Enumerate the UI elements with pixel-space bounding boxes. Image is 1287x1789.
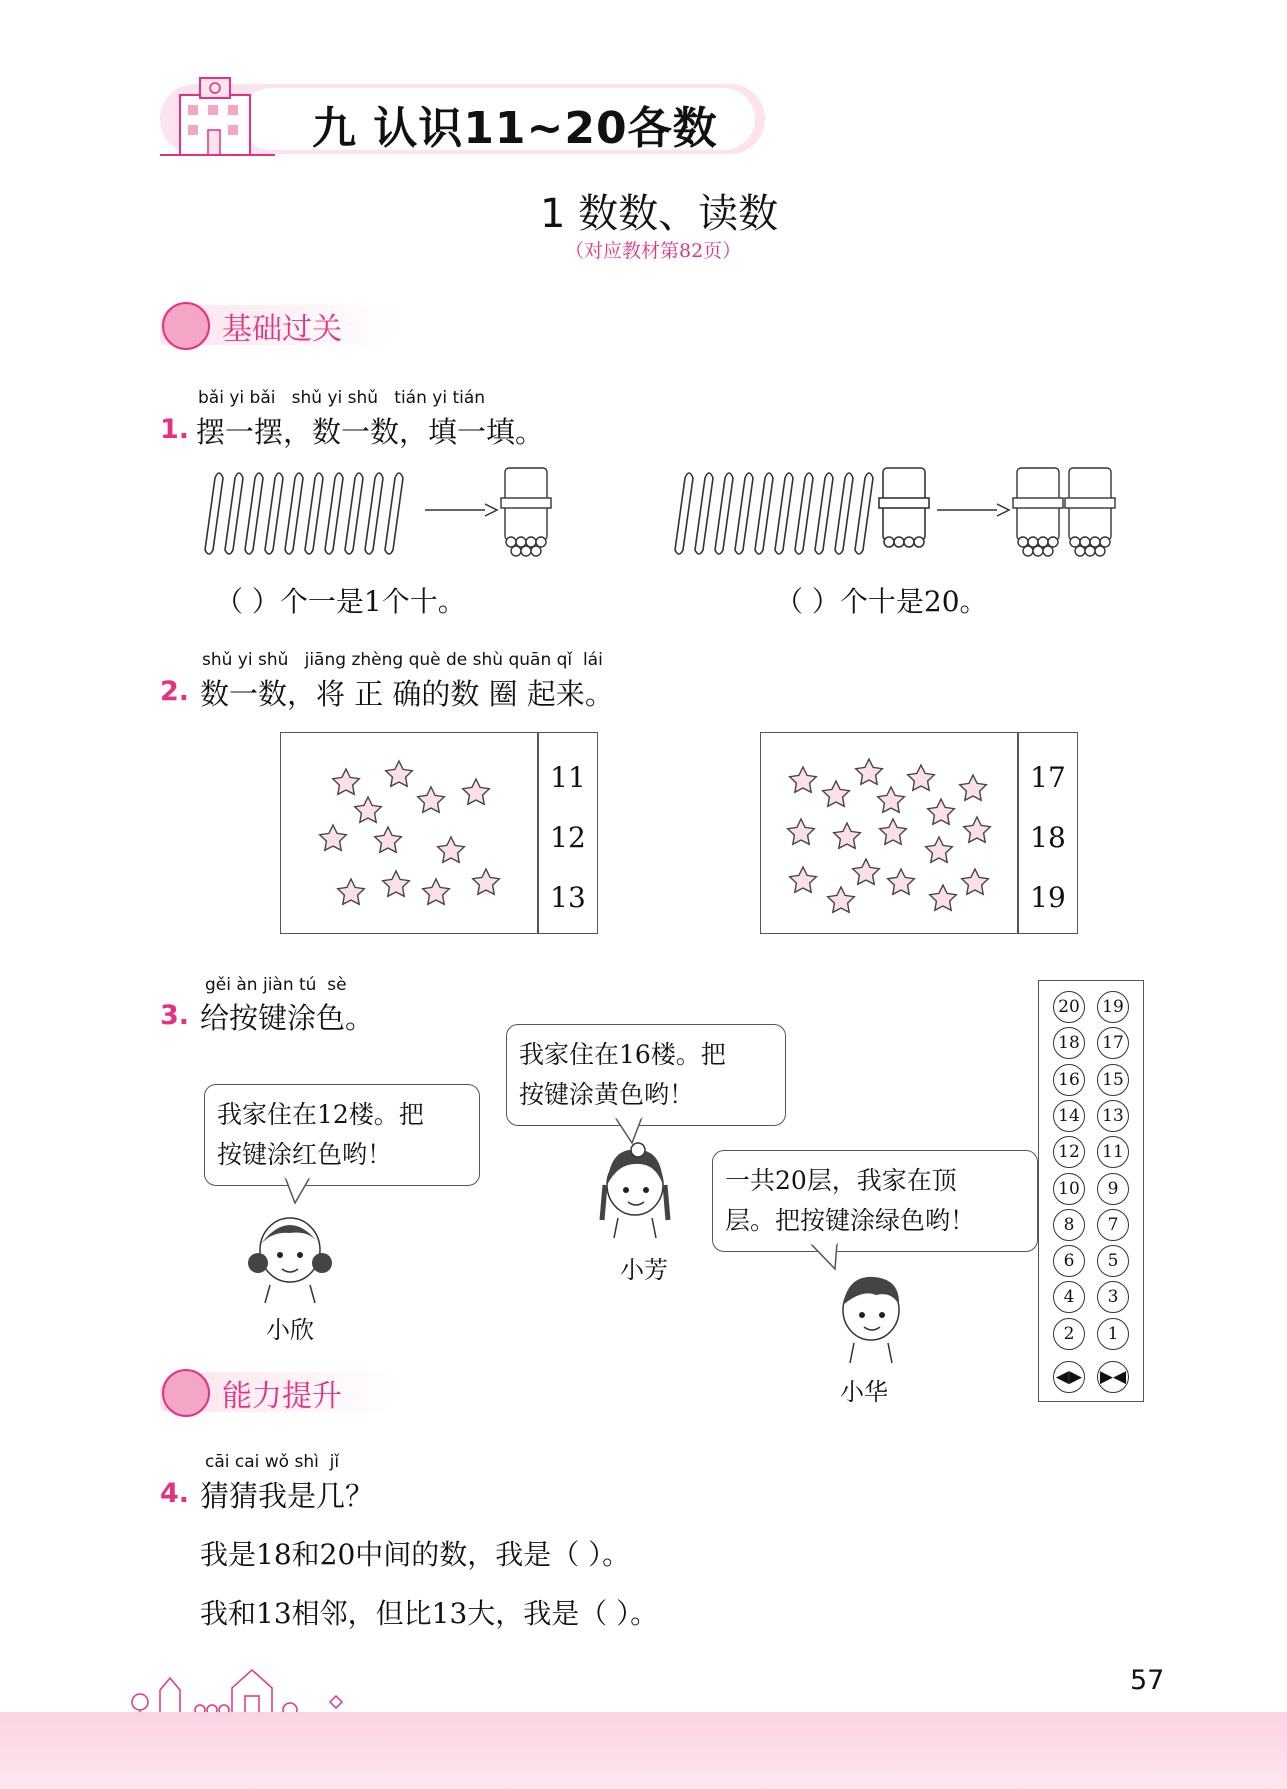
q2-right-star-box (760, 732, 1078, 934)
speech-bubble-xiaohua (712, 1150, 1038, 1252)
q2-left-option-2[interactable]: 12 (550, 821, 586, 854)
floor-button[interactable]: 19 (1097, 991, 1129, 1023)
q4-line1-fill-blank[interactable]: 我是18和20中间的数，我是（ ）。 (200, 1538, 631, 1571)
floor-button[interactable]: 11 (1097, 1136, 1129, 1168)
floor-button[interactable]: 4 (1053, 1281, 1085, 1313)
q2-right-stars (761, 733, 1017, 933)
name-xiaohua: 小华 (840, 1378, 888, 1406)
q2-left-option-1[interactable]: 11 (550, 761, 586, 794)
name-xiaoxin: 小欣 (266, 1316, 314, 1344)
q1-text: 摆一摆，数一数，填一填。 (196, 415, 545, 449)
floor-button[interactable]: 2 (1053, 1318, 1085, 1350)
q1-right-fill-blank[interactable]: （ ）个十是20。 (775, 585, 988, 618)
speech-bubble-xiaoxin (204, 1084, 480, 1186)
section-title-advanced: 能力提升 (222, 1379, 342, 1414)
school-building-icon (160, 70, 280, 162)
floor-button[interactable]: 8 (1053, 1209, 1085, 1241)
q2-right-option-1[interactable]: 17 (1030, 761, 1066, 794)
q2-left-star-box (280, 732, 598, 934)
girl-xiaoxin-icon (240, 1205, 340, 1305)
chapter-title: 九 认识11~20各数 (312, 103, 718, 154)
name-xiaofang: 小芳 (620, 1256, 668, 1284)
page-number: 57 (1130, 1665, 1165, 1696)
q4-pinyin: cāi cai wǒ shì jǐ (205, 1452, 340, 1472)
sticks-ten-loose-illustration (195, 460, 565, 560)
grandma-avatar-icon (162, 1369, 210, 1417)
floor-button[interactable]: 1 (1097, 1318, 1129, 1350)
floor-button[interactable]: 17 (1097, 1027, 1129, 1059)
floor-button[interactable]: 9 (1097, 1173, 1129, 1205)
bubble-xiaoxin-line2: 按键涂红色哟！ (217, 1140, 393, 1169)
girl-avatar-icon (162, 302, 210, 350)
q1-left-fill-blank[interactable]: （ ）个一是1个十。 (215, 585, 466, 618)
q4-line2-fill-blank[interactable]: 我和13相邻，但比13大，我是（ ）。 (200, 1597, 659, 1630)
door-open-icon[interactable]: ◀▶ (1053, 1361, 1085, 1393)
floor-button[interactable]: 13 (1097, 1100, 1129, 1132)
q2-left-option-3[interactable]: 13 (550, 881, 586, 914)
sticks-bundles-illustration (665, 460, 1125, 560)
bubble-xiaoxin-line1: 我家住在12楼。把 (217, 1100, 424, 1129)
boy-xiaohua-icon (826, 1265, 916, 1365)
lesson-reference: （对应教材第82页） (565, 240, 742, 262)
q3-pinyin: gěi àn jiàn tú sè (205, 975, 347, 995)
q1-pinyin: bǎi yi bǎi shǔ yi shǔ tián yi tián (198, 388, 486, 408)
q4-text: 猜猜我是几？ (200, 1479, 375, 1513)
floor-button[interactable]: 12 (1053, 1136, 1085, 1168)
q2-right-option-2[interactable]: 18 (1030, 821, 1066, 854)
q2-left-stars (281, 733, 537, 933)
floor-button[interactable]: 18 (1053, 1027, 1085, 1059)
q3-number: 3. (160, 1000, 190, 1031)
door-close-icon[interactable]: ▶◀ (1097, 1361, 1129, 1393)
girl-xiaofang-icon (590, 1140, 680, 1240)
floor-button[interactable]: 3 (1097, 1281, 1129, 1313)
floor-button[interactable]: 6 (1053, 1245, 1085, 1277)
section-title-basic: 基础过关 (222, 312, 342, 347)
floor-button[interactable]: 5 (1097, 1245, 1129, 1277)
bubble-xiaofang-line2: 按键涂黄色哟！ (519, 1080, 695, 1109)
footer-band (0, 1712, 1287, 1789)
q2-text: 数一数，将 正 确的数 圈 起来。 (200, 677, 614, 711)
q1-number: 1. (160, 414, 190, 445)
q3-text: 给按键涂色。 (200, 1001, 375, 1035)
q2-right-option-3[interactable]: 19 (1030, 881, 1066, 914)
elevator-button-panel (1038, 980, 1144, 1402)
floor-button[interactable]: 7 (1097, 1209, 1129, 1241)
q2-pinyin: shǔ yi shǔ jiāng zhèng què de shù quān qǐ lái (202, 650, 603, 670)
q4-number: 4. (160, 1478, 190, 1509)
footer-town-decoration (120, 1650, 420, 1720)
bubble-xiaohua-line1: 一共20层，我家在顶 (725, 1166, 957, 1195)
bubble-xiaohua-line2: 层。把按键涂绿色哟！ (725, 1206, 976, 1235)
floor-button[interactable]: 16 (1053, 1064, 1085, 1096)
bubble-tail-xiaoxin (280, 1175, 320, 1205)
floor-button[interactable]: 14 (1053, 1100, 1085, 1132)
bubble-xiaofang-line1: 我家住在16楼。把 (519, 1040, 726, 1069)
lesson-title: 1 数数、读数 (540, 191, 779, 237)
floor-button[interactable]: 15 (1097, 1064, 1129, 1096)
q2-number: 2. (160, 676, 190, 707)
floor-button[interactable]: 20 (1053, 991, 1085, 1023)
floor-button[interactable]: 10 (1053, 1173, 1085, 1205)
speech-bubble-xiaofang (506, 1024, 786, 1126)
